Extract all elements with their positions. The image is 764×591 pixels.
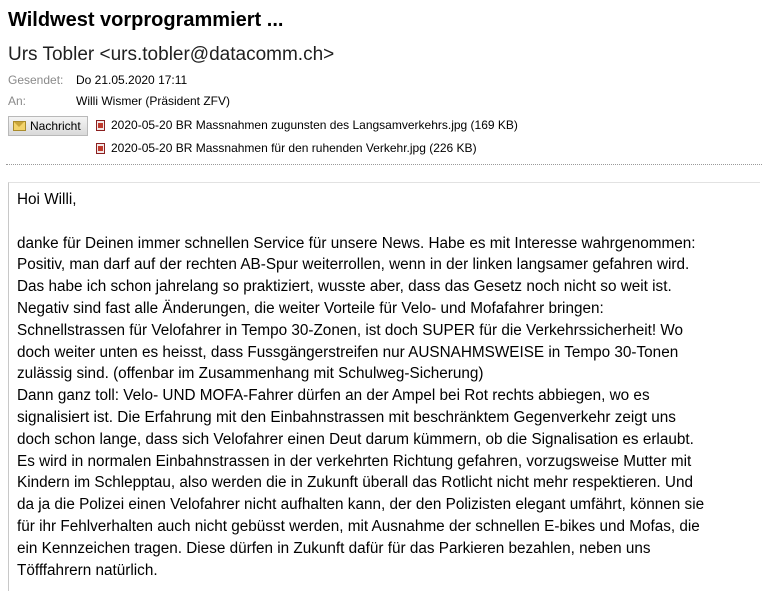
body-line: danke für Deinen immer schnellen Service für unsere News. Habe es mit Interesse wahrgenommen: [17, 234, 696, 252]
body-line: signalisiert ist. Die Erfahrung mit den Einbahnstrassen mit beschränktem Gegenverkehr zeigt uns [17, 408, 676, 426]
email-subject: Wildwest vorprogrammiert ... [8, 9, 284, 31]
body-line: Das habe ich schon jahrelang so praktiziert, wusste aber, dass das Gesetz noch nicht so weit ist. [17, 278, 672, 296]
sent-row [8, 70, 764, 91]
email-reading-pane [0, 6, 764, 591]
attachment-item[interactable] [96, 114, 518, 137]
attachment-name: 2020-05-20 BR Massnahmen zugunsten des Langsamverkehrs.jpg (169 KB) [111, 118, 518, 132]
attachment-list [96, 114, 518, 160]
to-label: An: [8, 94, 27, 108]
sent-label: Gesendet: [8, 73, 64, 87]
header-divider [6, 164, 762, 165]
envelope-icon [13, 121, 26, 131]
body-line [17, 211, 760, 233]
body-line: Kindern im Schlepptau, also werden die in Zukunft überall das Rotlicht nicht mehr respektieren. Und [17, 474, 693, 492]
email-body[interactable] [8, 182, 760, 591]
body-line: Schnellstrassen für Velofahrer in Tempo 30-Zonen, ist doch SUPER für die Verkehrssicherheit! Wo [17, 321, 684, 339]
body-line: Töfffahrern natürlich. [17, 561, 158, 579]
image-file-icon [96, 120, 105, 131]
message-button[interactable] [8, 116, 88, 136]
to-value[interactable]: Willi Wismer (Präsident ZFV) [76, 94, 231, 108]
message-button-label: Nachricht [30, 119, 81, 133]
body-line: Negativ sind fast alle Änderungen, die weiter Vorteile für Velo- und Mofafahrer bringen: [17, 299, 604, 317]
to-row [8, 91, 764, 112]
sent-value: Do 21.05.2020 17:11 [76, 73, 188, 87]
body-line: da ja die Polizei einen Velofahrer nicht aufhalten kann, der den Polizisten elegant umfährt, können sie [17, 496, 705, 514]
body-line: zulässig sind. (offenbar im Zusammenhang mit Schulweg-Sicherung) [17, 365, 484, 383]
attachment-item[interactable] [96, 137, 518, 160]
body-line: doch schon lange, dass sich Velofahrer einen Deut darum kümmern, ob die Signalisation es erlaubt. [17, 430, 694, 448]
body-line: Positiv, man darf auf der rechten AB-Spur weiterrollen, wenn in der linken langsamer gefahren wird. [17, 256, 690, 274]
body-line: ein Kennzeichen tragen. Diese dürfen in Zukunft dafür für das Parkieren bezahlen, neben uns [17, 539, 651, 557]
body-line: für ihr Fehlverhalten auch nicht gebüsst werden, mit Ausnahme der schnellen E-bikes und Mofas, die [17, 517, 700, 535]
email-sender[interactable]: Urs Tobler <urs.tobler@datacomm.ch> [8, 44, 335, 65]
body-line: doch weiter unten es heisst, dass Fussgängerstreifen nur AUSNAHMSWEISE in Tempo 30-Tonen [17, 343, 679, 361]
attachment-name: 2020-05-20 BR Massnahmen für den ruhenden Verkehr.jpg (226 KB) [111, 141, 477, 155]
body-line: Hoi Willi, [17, 191, 77, 208]
attachment-bar [8, 114, 764, 160]
image-file-icon [96, 143, 105, 154]
body-line: Es wird in normalen Einbahnstrassen in der verkehrten Richtung gefahren, vorzugsweise Mutter mit [17, 452, 692, 470]
body-line: Dann ganz toll: Velo- UND MOFA-Fahrer dürfen an der Ampel bei Rot rechts abbiegen, wo es [17, 387, 650, 405]
